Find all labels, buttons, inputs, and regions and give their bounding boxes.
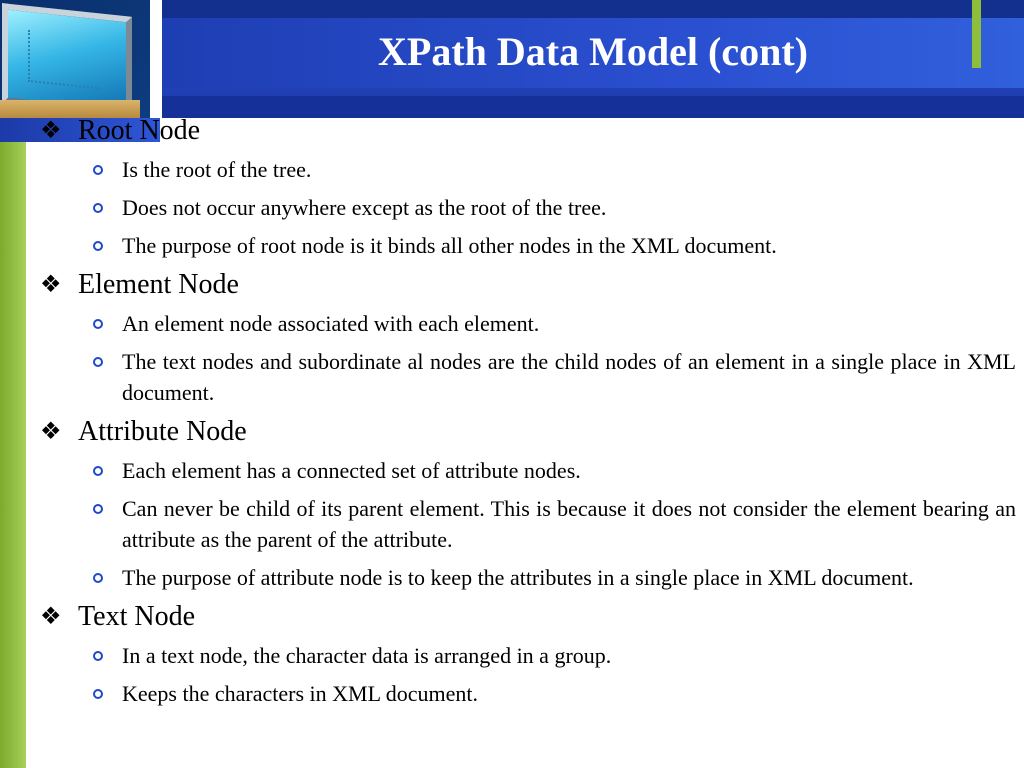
header-top-stripe: [160, 0, 1024, 18]
list-item: An element node associated with each element.: [40, 308, 1016, 339]
list-item: The text nodes and subordinate al nodes are the child nodes of an element in a single place in XML document.: [40, 346, 1016, 408]
circle-bullet-icon: [93, 203, 103, 213]
circle-bullet-icon: [93, 241, 103, 251]
section-attribute-node: [40, 415, 1016, 593]
circle-bullet-icon: [93, 504, 103, 514]
circle-bullet-icon: [93, 689, 103, 699]
circle-bullet-icon: [93, 165, 103, 175]
circle-bullet-icon: [93, 651, 103, 661]
section-heading: [40, 114, 1016, 148]
list-item: In a text node, the character data is arranged in a group.: [40, 640, 1016, 671]
list-item: Can never be child of its parent element. This is because it does not consider the element bearing an attribute as the parent of the attribute.: [40, 493, 1016, 555]
list-item: Keeps the characters in XML document.: [40, 678, 1016, 709]
list-item: Does not occur anywhere except as the root of the tree.: [40, 192, 1016, 223]
section-heading: [40, 268, 1016, 302]
circle-bullet-icon: [93, 466, 103, 476]
section-heading-text: Element Node: [78, 269, 239, 300]
list-item: The purpose of attribute node is to keep the attributes in a single place in XML document.: [40, 562, 1016, 593]
circle-bullet-icon: [93, 357, 103, 367]
diamond-bullet-icon: ❖: [40, 419, 62, 445]
section-root-node: [40, 114, 1016, 261]
list-item: Each element has a connected set of attribute nodes.: [40, 455, 1016, 486]
section-element-node: [40, 268, 1016, 408]
slide-title: XPath Data Model (cont): [378, 29, 808, 74]
section-heading: [40, 415, 1016, 449]
slide-content: [40, 110, 1016, 716]
diamond-bullet-icon: ❖: [40, 604, 62, 630]
circle-bullet-icon: [93, 319, 103, 329]
diamond-bullet-icon: ❖: [40, 272, 62, 298]
section-heading-text: Root Node: [78, 115, 201, 146]
header-banner: [0, 0, 1024, 118]
left-green-strip: [0, 142, 26, 768]
section-heading-text: Text Node: [78, 601, 196, 632]
computer-monitor-image: [0, 0, 150, 118]
diamond-bullet-icon: ❖: [40, 118, 62, 144]
section-heading: [40, 600, 1016, 634]
header-divider: [150, 0, 162, 118]
list-item: Is the root of the tree.: [40, 154, 1016, 185]
circle-bullet-icon: [93, 573, 103, 583]
section-heading-text: Attribute Node: [78, 416, 247, 447]
section-text-node: [40, 600, 1016, 709]
list-item: The purpose of root node is it binds all other nodes in the XML document.: [40, 230, 1016, 261]
